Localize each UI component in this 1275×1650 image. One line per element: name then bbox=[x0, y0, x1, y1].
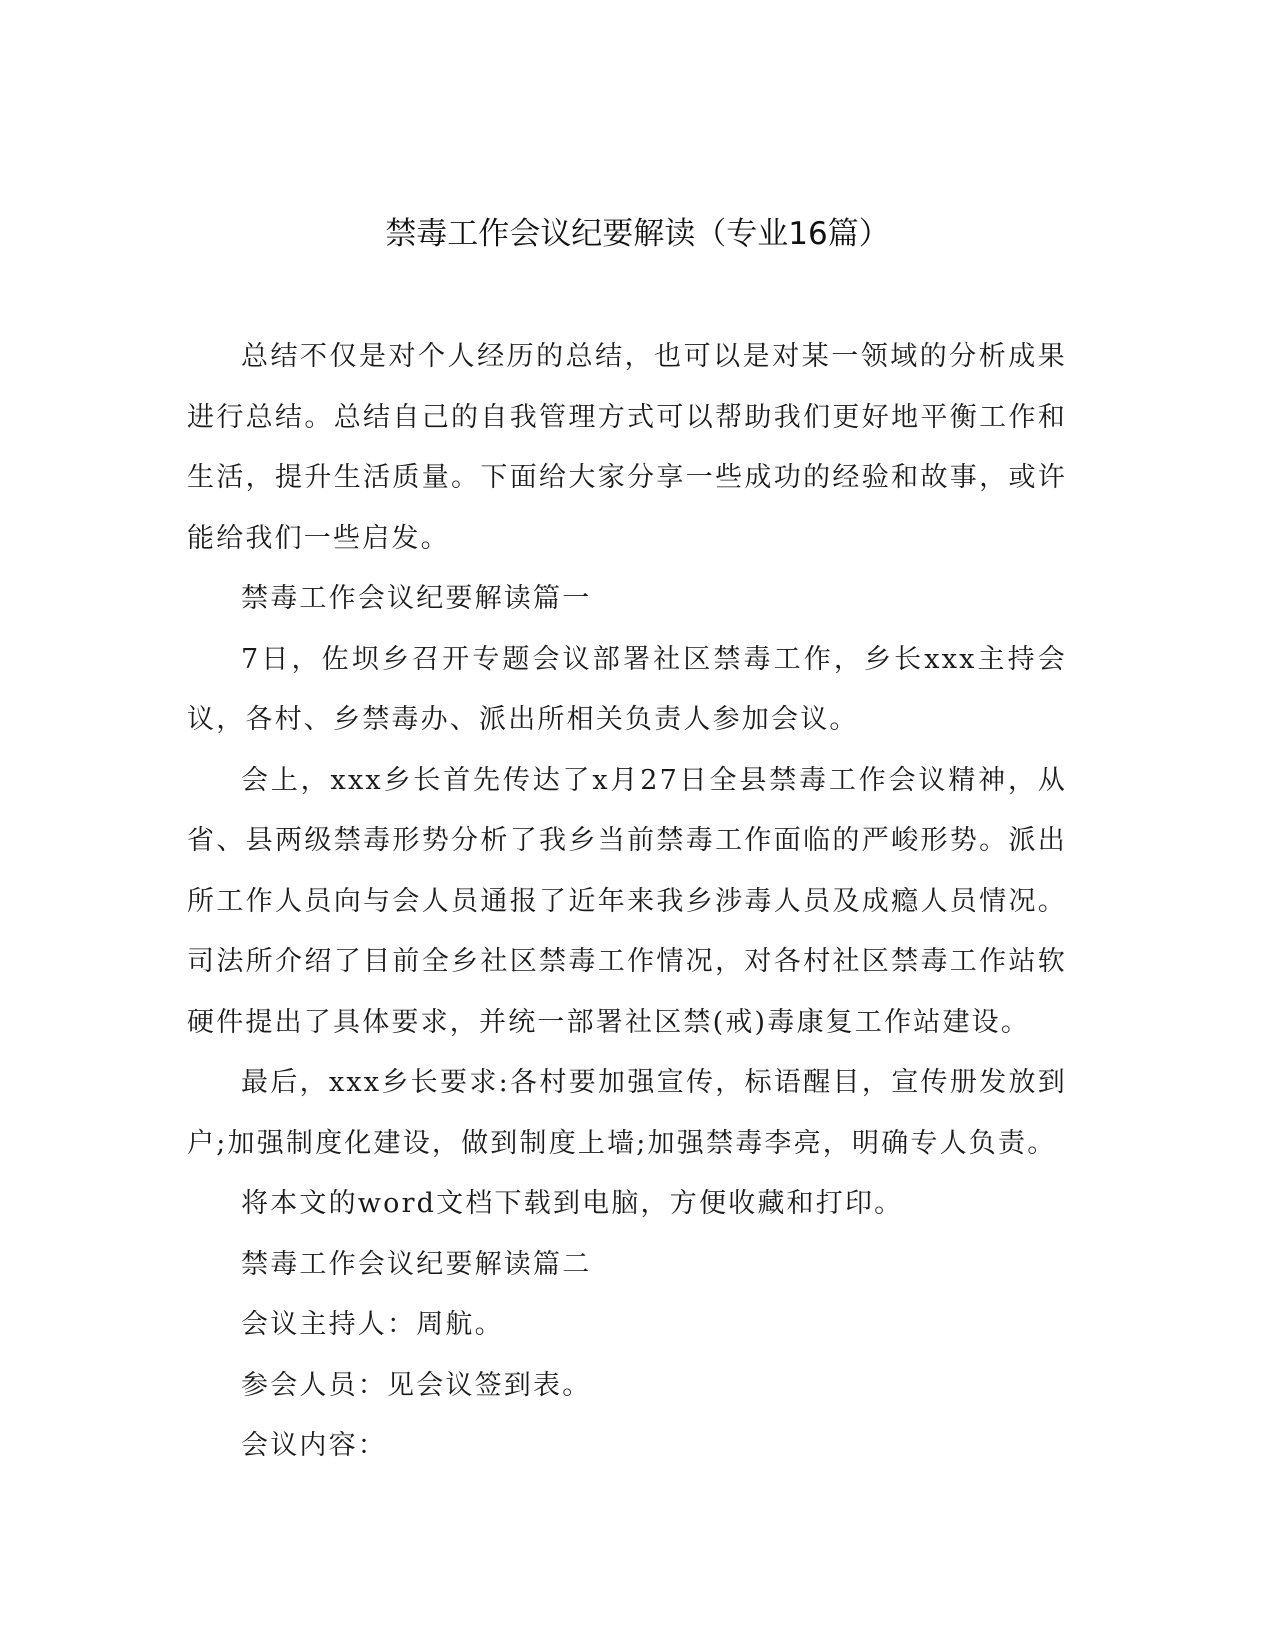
paragraph-attendees: 参会人员：见会议签到表。 bbox=[241, 1369, 592, 1401]
section-heading-part-2: 禁毒工作会议纪要解读篇二 bbox=[241, 1248, 592, 1280]
document-body bbox=[187, 327, 1067, 1477]
paragraph-meeting-held: 7日，佐坝乡召开专题会议部署社区禁毒工作，乡长xxx主持会议，各村、乡禁毒办、派出所相关负责人参加会议。 bbox=[187, 643, 1067, 735]
document-title: 禁毒工作会议纪要解读（专业16篇） bbox=[385, 216, 890, 252]
paragraph-meeting-content: 会上，xxx乡长首先传达了x月27日全县禁毒工作会议精神，从省、县两级禁毒形势分析了我乡当前禁毒工作面临的严峻形势。派出所工作人员向与会人员通报了近年来我乡涉毒人员及成瘾人员情况。司法所介绍了目前全乡社区禁毒工作情况，对各村社区禁毒工作站软硬件提出了具体要求，并统一部署社区禁(戒)毒康复工作站建设。 bbox=[187, 764, 1067, 1038]
paragraph-requirements: 最后，xxx乡长要求:各村要加强宣传，标语醒目，宣传册发放到户;加强制度化建设，做到制度上墙;加强禁毒李亮，明确专人负责。 bbox=[187, 1067, 1067, 1159]
paragraph-content-label: 会议内容： bbox=[241, 1430, 387, 1461]
paragraph-download-note: 将本文的word文档下载到电脑，方便收藏和打印。 bbox=[241, 1188, 904, 1219]
section-heading-part-1: 禁毒工作会议纪要解读篇一 bbox=[241, 583, 592, 614]
intro-paragraph: 总结不仅是对个人经历的总结，也可以是对某一领域的分析成果进行总结。总结自己的自我管理方式可以帮助我们更好地平衡工作和生活，提升生活质量。下面给大家分享一些成功的经验和故事，或许能给我们一些启发。 bbox=[187, 341, 1067, 554]
paragraph-host: 会议主持人：周航。 bbox=[241, 1309, 504, 1340]
